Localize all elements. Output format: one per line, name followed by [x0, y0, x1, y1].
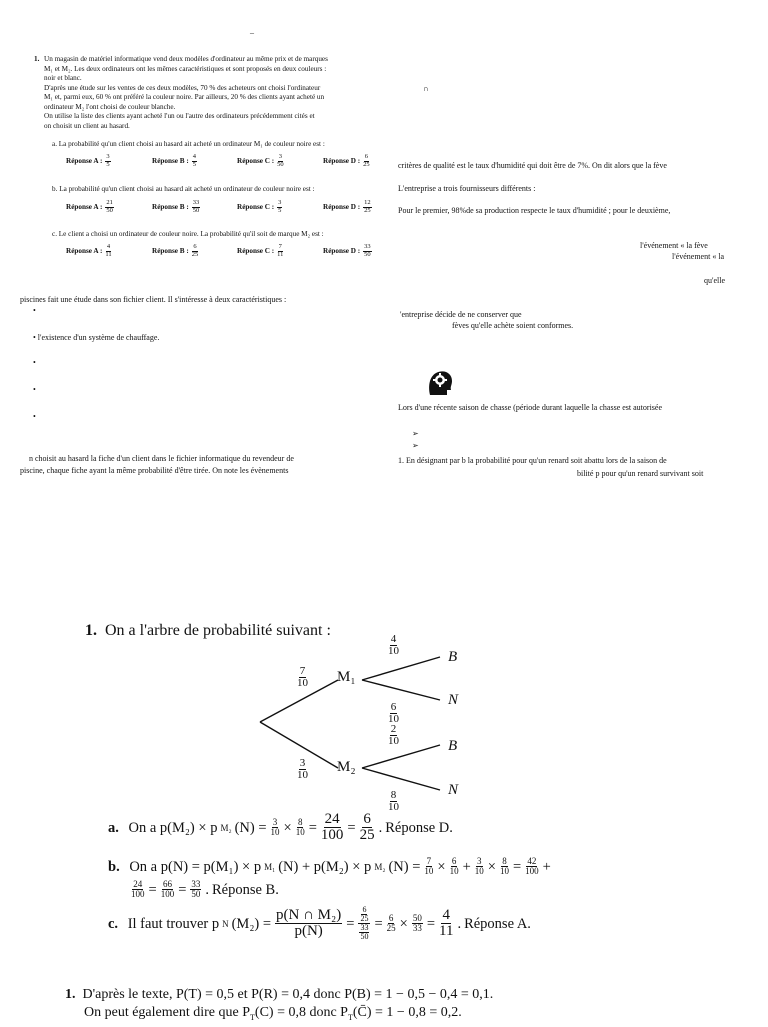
- question-a: a. La probabilité qu'un client choisi au hasard ait acheté un ordinateur M₁ de couleur noire est :: [52, 140, 325, 148]
- leaf-n1: N: [448, 692, 459, 708]
- text-line: 1. En désignant par b la probabilité pour qu'un renard soit abattu lors de la saison de: [398, 456, 667, 465]
- text-line: piscine, chaque fiche ayant la même probabilité d'être tirée. On note les évènements: [20, 466, 289, 475]
- solution-intro: 1. On a l'arbre de probabilité suivant :: [85, 622, 331, 639]
- arrow-bullet: ➢: [412, 429, 419, 438]
- text-line: • l'existence d'un système de chauffage.: [33, 333, 160, 342]
- leaf-b1: B: [448, 649, 458, 665]
- prob-m2-n: $\frac{8}{10}$: [388, 789, 399, 813]
- question-c: c. Le client a choisi un ordinateur de couleur noire. La probabilité qu'il soit de marque M₂ est :: [52, 230, 324, 238]
- solution-b-cont: $\frac{24}{100}$ = $\frac{66}{100}$ = $\frac{33}{50}$ . Réponse B.: [131, 879, 279, 899]
- answer-a-B: Réponse B : $\frac{4}{5}$: [152, 153, 196, 168]
- prob-m1-b: $\frac{4}{10}$: [388, 633, 399, 657]
- answer-c-D: Réponse D : $\frac{33}{50}$: [323, 243, 371, 258]
- leaf-b2: B: [448, 738, 458, 754]
- question-b: b. La probabilité qu'un client choisi au hasard ait acheté un ordinateur de couleur noire est :: [52, 185, 315, 193]
- prob-m1: $\frac{7}{10}$: [297, 665, 308, 689]
- exercise-line: Un magasin de matériel informatique vend deux modèles d'ordinateur au même prix et de marques: [44, 55, 328, 63]
- text-line: l'événement « la: [672, 252, 725, 261]
- text-line: n choisit au hasard la fiche d'un client dans le fichier informatique du revendeur de: [29, 454, 294, 463]
- branch-m1-n: [362, 680, 440, 700]
- text-line: bilité p pour qu'un renard survivant soit: [577, 469, 704, 478]
- exercise-line: M₁ et M₂. Les deux ordinateurs ont les mêmes caractéristiques et sont proposés en deux couleurs :: [44, 64, 327, 73]
- text-line: L'entreprise a trois fournisseurs différents :: [398, 184, 536, 193]
- bottom-line-1: 1. D'après le texte, P(T) = 0,5 et P(R) = 0,4 donc P(B) = 1 − 0,5 − 0,4 = 0,1.: [65, 987, 494, 1002]
- exercise-line: On utilise la liste des clients ayant acheté l'un ou l'autre des ordinateurs précédemment cités et: [44, 112, 315, 120]
- text-line: 'entreprise décide de ne conserver que: [400, 310, 522, 319]
- thinking-head-icon: [424, 367, 456, 399]
- exercise-line: M₁ et, parmi eux, 60 % ont préféré la couleur noire. Par ailleurs, 20 % des clients ayant acheté un: [44, 93, 325, 101]
- answer-a-C: Réponse C : $\frac{3}{50}$: [237, 153, 284, 168]
- bottom-line-2: On peut également dire que $P_T(C) = 0,8$ donc $P_T(C̄) = 1 - 0,8 = 0,2$.: [84, 1005, 462, 1022]
- bullet: •: [33, 358, 36, 367]
- branch-m1-b: [362, 657, 440, 680]
- text-line: qu'elle: [704, 276, 725, 285]
- answer-c-C: Réponse C : $\frac{7}{11}$: [237, 243, 284, 258]
- leaf-n2: N: [448, 782, 459, 798]
- prob-m1-n: $\frac{6}{10}$: [388, 701, 399, 725]
- solution-c: c. Il faut trouver p N (M₂) = $\frac{\text{p(N ∩ M₂)}}{p(N)}$ = $\frac{\frac{6}{25}}{\frac{33}{50}}$ = $\frac{6}{25}$ × $\frac{50}{33}$ = $\frac{4}{11}$ . Réponse A.: [108, 905, 531, 941]
- solution-b: b. On a p(N) = p(M₁) × p M₁ (N) + p(M₂) × p M₂ (N) = $\frac{7}{10}$ × $\frac{6}{10}$ + $\frac{3}{10}$ × $\frac{8}{10}$ = $\frac{42}{100}$ +: [108, 856, 551, 876]
- answer-a-D: Réponse D : $\frac{6}{25}$: [323, 153, 370, 168]
- answer-c-A: Réponse A : $\frac{4}{11}$: [66, 243, 112, 258]
- exercise-line: D'après une étude sur les ventes de ces deux modèles, 70 % des acheteurs ont choisi l'ordinateur: [44, 83, 321, 92]
- branch-m2-b: [362, 745, 440, 768]
- intersection-symbol: ∩: [423, 84, 429, 93]
- node-m1: M₁: [337, 669, 356, 685]
- prob-m2: $\frac{3}{10}$: [297, 757, 308, 781]
- probability-tree: [250, 630, 480, 810]
- text-line: l'événement « la fève: [640, 241, 708, 250]
- answer-b-B: Réponse B : $\frac{33}{50}$: [152, 199, 200, 214]
- bullet: •: [33, 385, 36, 394]
- answer-b-A: Réponse A : $\frac{21}{50}$: [66, 199, 113, 214]
- branch-m2-n: [362, 768, 440, 790]
- exercise-line: on choisit un client au hasard.: [44, 121, 130, 130]
- text-line: Pour le premier, 98%de sa production respecte le taux d'humidité ; pour le deuxième,: [398, 206, 671, 215]
- answer-b-C: Réponse C : $\frac{3}{5}$: [237, 199, 282, 214]
- text-line: Lors d'une récente saison de chasse (période durant laquelle la chasse est autorisée: [398, 403, 662, 412]
- answer-b-D: Réponse D : $\frac{12}{25}$: [323, 199, 371, 214]
- text-line: piscines fait une étude dans son fichier client. Il s'intéresse à deux caractéristiques :: [20, 295, 287, 304]
- exercise-line: ordinateur M₂ l'ont choisi de couleur blanche.: [44, 102, 176, 111]
- answer-a-A: Réponse A : $\frac{3}{5}$: [66, 153, 110, 168]
- solution-a: a. On a p(M₂) × p M₂ (N) = $\frac{3}{10}$ × $\frac{8}{10}$ = $\frac{24}{100}$ = $\frac{6}{25}$ . Réponse D.: [108, 811, 453, 843]
- prob-m2-b: $\frac{2}{10}$: [388, 723, 399, 747]
- arrow-bullet: ➢: [412, 441, 419, 450]
- exercise-line: noir et blanc.: [44, 74, 82, 82]
- bullet: •: [33, 412, 36, 421]
- stray-dash: _: [250, 26, 254, 35]
- text-line: fèves qu'elle achète soient conformes.: [452, 321, 574, 330]
- node-m2: M₂: [337, 759, 356, 775]
- exercise-number: 1.: [34, 55, 40, 63]
- answer-c-B: Réponse B : $\frac{6}{25}$: [152, 243, 199, 258]
- text-line: critères de qualité est le taux d'humidité qui doit être de 7%. On dit alors que la fève: [398, 161, 667, 170]
- bullet: •: [33, 306, 36, 315]
